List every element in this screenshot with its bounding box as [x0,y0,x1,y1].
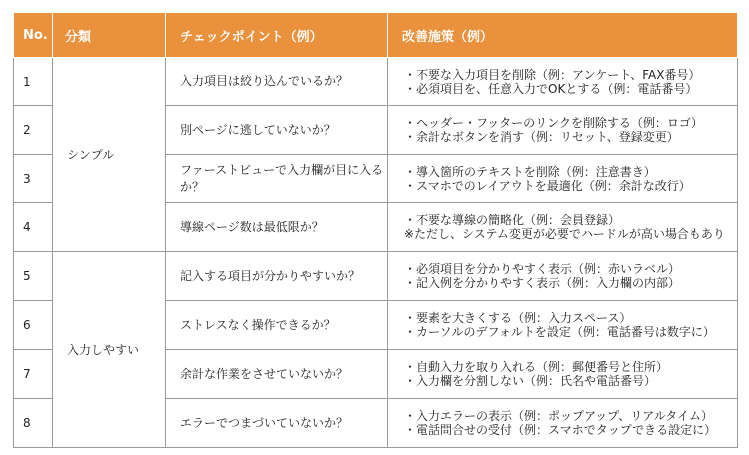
checkpoint-cell: 別ページに逃していないか？ [166,106,388,155]
measure-line: ・導入箇所のテキストを削除（例：注意書き） [404,164,656,179]
category-cell: シンプル [53,58,166,252]
header-category: 分類 [53,13,166,58]
measure-line: ・要素を大きくする（例：入力スペース） [404,311,632,325]
row-number: 5 [14,252,53,301]
measure-line: ・カーソルのデフォルトを設定（例：電話番号は数字に） [404,325,715,339]
row-number: 1 [14,58,53,106]
checkpoint-cell: 導線ページ数は最低限か？ [166,203,388,252]
measure-line: ・電話問合せの受付（例：スマホでタップできる設定に） [404,423,717,437]
checkpoint-cell: 入力項目は絞り込んでいるか？ [166,58,388,106]
measure-line: ・入力エラーの表示（例：ポップアップ、リアルタイム） [404,409,714,423]
header-measure: 改善施策（例） [388,13,738,58]
row-number: 4 [14,203,53,252]
checkpoint-cell: 余計な作業をさせていないか？ [166,350,388,399]
measure-cell [388,252,738,301]
measure-line: ・自動入力を取り入れる（例：郵便番号と住所） [404,360,669,374]
measure-line: ・不要な入力項目を削除（例：アンケート、FAX番号） [404,67,701,82]
table-row [14,58,738,106]
measure-line: ・不要な導線の簡略化（例：会員登録） [404,213,621,227]
measure-cell [388,203,738,252]
header-row [14,13,738,58]
row-number: 6 [14,301,53,350]
measure-cell [388,399,738,448]
measure-line: ※ただし、システム変更が必要でハードルが高い場合もあり [404,227,725,241]
checkpoint-cell: 記入する項目が分かりやすいか？ [166,252,388,301]
measure-cell [388,106,738,155]
checklist-table [13,12,738,448]
measure-cell [388,350,738,399]
checkpoint-cell: エラーでつまづいていないか？ [166,399,388,448]
category-cell: 入力しやすい [53,252,166,448]
table-row [14,252,738,301]
measure-line: ・余計なボタンを消す（例：リセット、登録変更） [404,130,679,144]
checkpoint-cell: ストレスなく操作できるか？ [166,301,388,350]
row-number: 8 [14,399,53,448]
row-number: 7 [14,350,53,399]
measure-line: ・必須項目を、任意入力でOKとする（例：電話番号） [404,81,698,96]
measure-cell [388,58,738,106]
row-number: 3 [14,155,53,203]
checkpoint-cell: ファーストビューで入力欄が目に入るか？ [166,155,388,203]
row-number: 2 [14,106,53,155]
header-checkpoint: チェックポイント（例） [166,13,388,58]
measure-cell [388,301,738,350]
measure-line: ・必須項目を分かりやすく表示（例：赤いラベル） [404,262,681,276]
measure-line: ・ヘッダー・フッターのリンクを削除する（例：ロゴ） [404,116,703,130]
measure-cell [388,155,738,203]
measure-line: ・記入例を分かりやすく表示（例：入力欄の内部） [404,276,681,290]
measure-line: ・スマホでのレイアウトを最適化（例：余計な改行） [404,178,691,193]
measure-line: ・入力欄を分割しない（例：氏名や電話番号） [404,374,657,388]
header-no: No. [14,13,53,58]
